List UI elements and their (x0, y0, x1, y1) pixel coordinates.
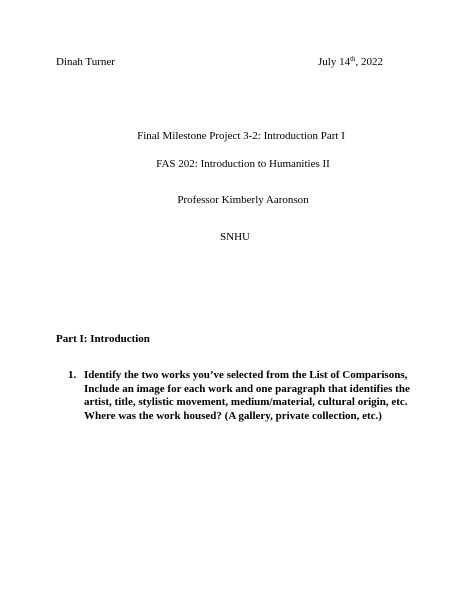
section-heading: Part I: Introduction (56, 333, 150, 345)
document-title: Final Milestone Project 3-2: Introduction Part I (137, 130, 345, 142)
document-date (318, 56, 383, 68)
author-name: Dinah Turner (56, 56, 115, 68)
date-ordinal-suffix: th (350, 55, 356, 63)
professor-name: Professor Kimberly Aaronson (177, 194, 309, 206)
school-name: SNHU (220, 231, 250, 243)
date-year: , 2022 (355, 56, 384, 68)
date-month-day: July 14 (318, 56, 351, 68)
question-text: Identify the two works you’ve selected from the List of Comparisons, Include an image for each work and one paragraph that identifies the artist, title, stylistic movement, medium/material, cultural origin, etc. Where was the work housed? (A gallery, private collection, etc.) (84, 369, 410, 422)
question-item (68, 369, 420, 423)
course-name: FAS 202: Introduction to Humanities II (156, 158, 330, 170)
question-number: 1. (68, 369, 77, 381)
